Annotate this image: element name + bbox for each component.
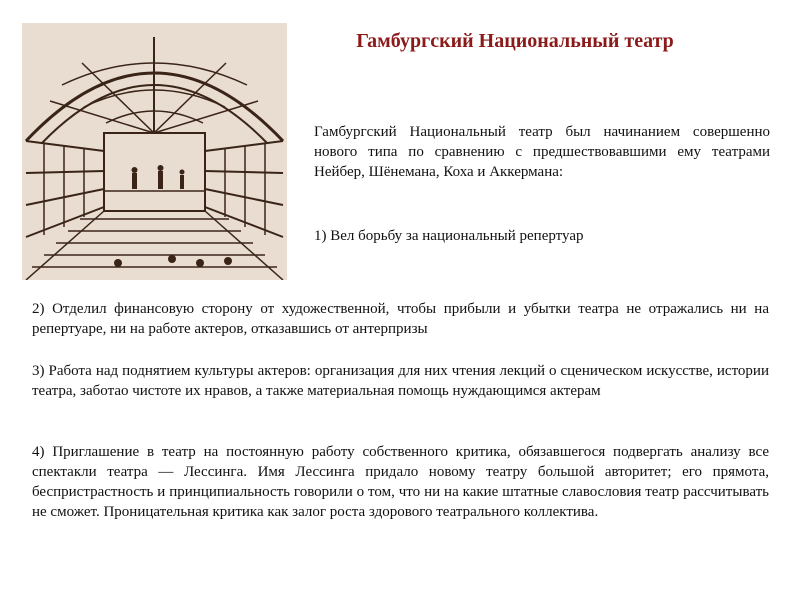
- theatre-interior-engraving: [22, 23, 287, 280]
- slide-title: Гамбургский Национальный театр: [356, 30, 674, 52]
- point-3: 3) Работа над поднятием культуры актеров: организация для них чтения лекций о сценическом искусстве, истории театра, заботао чистоте их нравов, а также материальная помощь нуждающимся актерам: [32, 363, 769, 399]
- point-4: 4) Приглашение в театр на постоянную работу собственного критика, обязавшегося подвергать анализу все спектакли театра — Лессинга. Имя Лессинга придало новому театру большой авторитет; его прямота, беспристрастность и принципиальность говорили о том, что ни на какие штатные славословия театр рассчитывать не сможет. Проницательная критика как залог роста здорового театрального коллектива.: [32, 444, 769, 520]
- point-2: 2) Отделил финансовую сторону от художественной, чтобы прибыли и убытки театра не отражались ни на репертуаре, ни на работе актеров, отказавшись от антерпризы: [32, 301, 769, 337]
- engraving-drawing: [22, 23, 287, 280]
- intro-paragraph: Гамбургский Национальный театр был начинанием совершенно нового типа по сравнению с предшествовавшими ему театрами Нейбер, Шёнемана, Коха и Аккермана:: [314, 124, 770, 180]
- point-1: 1) Вел борьбу за национальный репертуар: [314, 228, 584, 244]
